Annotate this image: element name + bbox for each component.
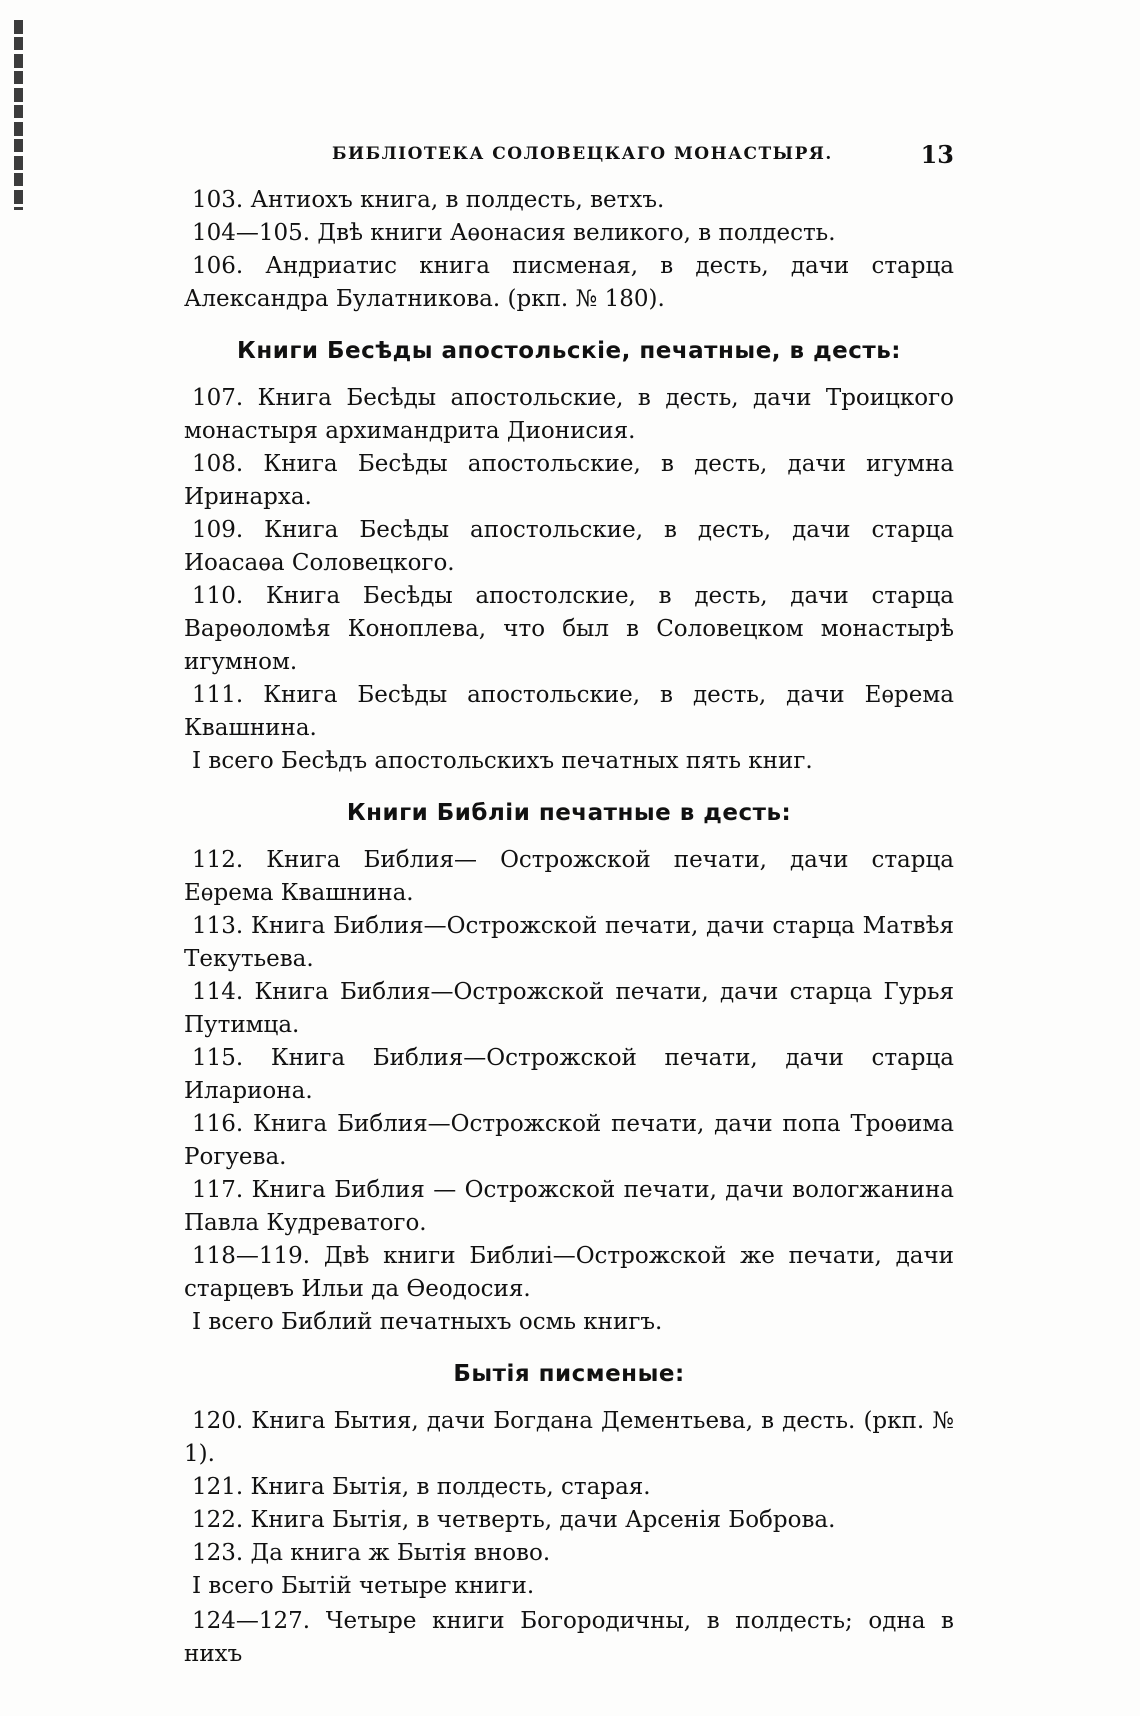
section-total-bytiya: І всего Бытій четыре книги.: [192, 1573, 535, 1599]
section-total-biblii: І всего Библий печатныхъ осмь книгъ.: [192, 1309, 663, 1335]
running-title: БИБЛІОТЕКА СОЛОВЕЦКАГО МОНАСТЫРЯ.: [332, 144, 833, 164]
entry-112: 112. Книга Библия— Острожской печати, дачи старца Еѳрема Квашнина.: [184, 847, 954, 906]
entry-110: 110. Книга Бесѣды апостолские, в десть, дачи старца Варѳоломѣя Коноплева, что был в Соловецком монастырѣ игумном.: [184, 583, 954, 675]
page-content: [184, 140, 954, 1671]
section-heading-bytiya: Бытія писменые:: [453, 1361, 685, 1387]
entry-116: 116. Книга Библия—Острожской печати, дачи попа Троѳима Рогуева.: [184, 1111, 954, 1170]
entry-104-105: 104—105. Двѣ книги Аѳонасия великого, в полдесть.: [192, 220, 836, 246]
entry-109: 109. Книга Бесѣды апостольские, в десть, дачи старца Иоасаѳа Соловецкого.: [184, 517, 954, 576]
entry-124-127: 124—127. Четыре книги Богородичны, в полдесть; одна в нихъ: [184, 1608, 954, 1667]
entry-111: 111. Книга Бесѣды апостольские, в десть, дачи Еѳрема Квашнина.: [184, 682, 954, 741]
entry-113: 113. Книга Библия—Острожской печати, дачи старца Матвѣя Текутьева.: [184, 913, 954, 972]
running-head: [184, 140, 954, 184]
entry-120: 120. Книга Бытия, дачи Богдана Дементьева, в десть. (ркп. № 1).: [184, 1408, 954, 1467]
section-total-besedy: І всего Бесѣдъ апостольскихъ печатных пять книг.: [192, 748, 813, 774]
entry-114: 114. Книга Библия—Острожской печати, дачи старца Гурья Путимца.: [184, 979, 954, 1038]
section-heading-biblii: Книги Библіи печатные в десть:: [346, 800, 792, 826]
page-number: 13: [920, 140, 954, 169]
entry-115: 115. Книга Библия—Острожской печати, дачи старца Илариона.: [184, 1045, 954, 1104]
entry-122: 122. Книга Бытія, в четверть, дачи Арсенія Боброва.: [192, 1507, 836, 1533]
entry-121: 121. Книга Бытія, в полдесть, старая.: [192, 1474, 651, 1500]
section-heading-besedy: Книги Бесѣды апостольскіе, печатные, в десть:: [237, 338, 901, 364]
entry-108: 108. Книга Бесѣды апостольские, в десть, дачи игумна Иринарха.: [184, 451, 954, 510]
entry-117: 117. Книга Библия — Острожской печати, дачи вологжанина Павла Кудреватого.: [184, 1177, 954, 1236]
scan-edge-mark: [14, 20, 23, 210]
entry-106: 106. Андриатис книга писменая, в десть, дачи старца Александра Булатникова. (ркп. № 180).: [184, 253, 954, 312]
entry-118-119: 118—119. Двѣ книги Библиі—Острожской же печати, дачи старцевъ Ильи да Ѳеодосия.: [184, 1243, 954, 1302]
entry-103: 103. Антиохъ книга, в полдесть, ветхъ.: [192, 187, 665, 213]
entry-107: 107. Книга Бесѣды апостольские, в десть, дачи Троицкого монастыря архимандрита Дионисия.: [184, 385, 954, 444]
entry-123: 123. Да книга ж Бытія вново.: [192, 1540, 551, 1566]
